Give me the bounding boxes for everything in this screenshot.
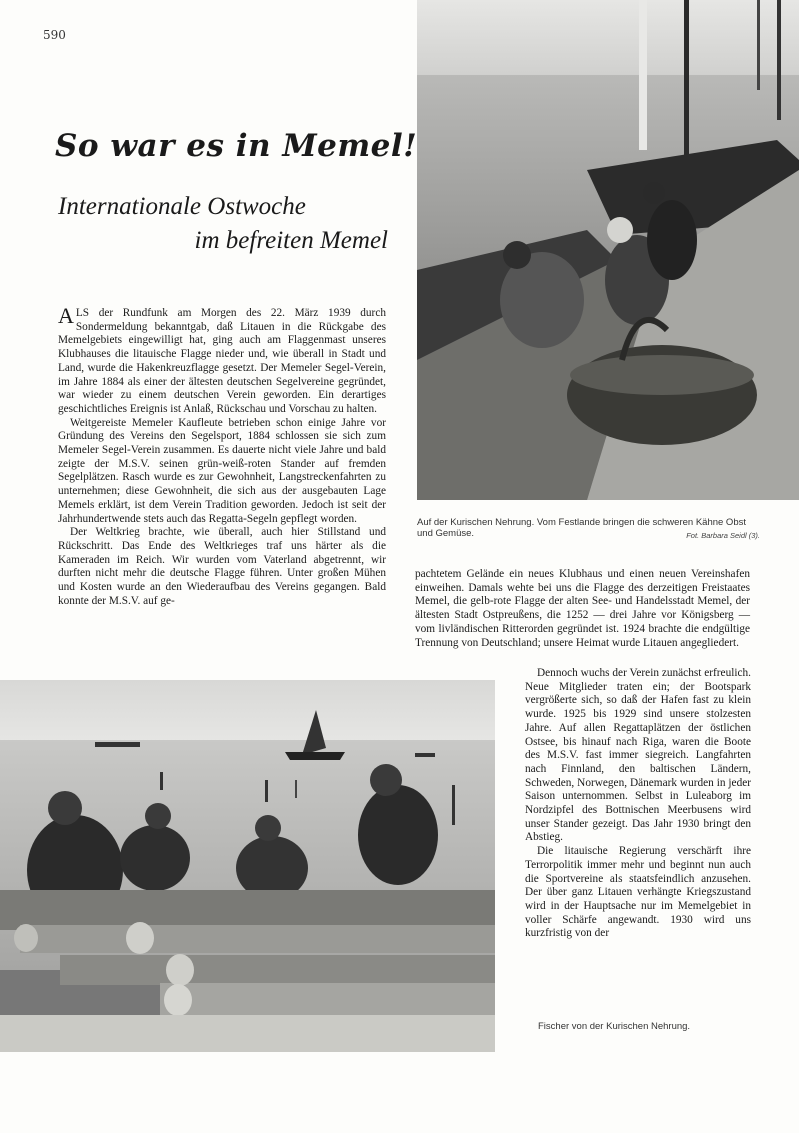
- photo1-caption: Auf der Kurischen Nehrung. Vom Festlande bringen die schweren Kähne Obst und Gemüse.: [417, 517, 746, 539]
- article-column-2: [415, 568, 750, 650]
- paragraph: Weitgereiste Memeler Kaufleute betrieben schon einige Jahre vor Gründung des Vereins den Segelsport, 1884 schlossen sie sich zum Memeler Segel-Verein zusammen. Es dauerte nicht viele Jahre und bald zeigte der M.S.V. seinen grün-weiß-roten Stander auf fremden Segelplätzen. Rasch wurde es zur Gewohnheit, Langstreckenfahrten zu unternehmen; diese Gewohnheit, die sich aus der ausgebauten Lage Memels erklärt, ist dem Verein Tradition geworden. Jedoch ist seit der Jahrhundertwende stets auch das Regatta-Segeln gepflegt worden.: [58, 416, 386, 525]
- photo2-caption: Fischer von der Kurischen Nehrung.: [538, 1021, 691, 1032]
- article-column-1: [58, 303, 386, 608]
- subtitle-line-1: Internationale Ostwoche: [58, 193, 306, 220]
- article-title: So war es in Memel!: [55, 128, 418, 164]
- article-column-3: [525, 667, 751, 941]
- subtitle-line-2: im befreiten Memel: [194, 227, 388, 254]
- photo-boats-graphic: [417, 0, 799, 500]
- photo1-credit: Fot. Barbara Seidl (3).: [686, 531, 760, 540]
- article-subtitle: [58, 190, 388, 258]
- photo-fishermen-boats: [417, 0, 799, 500]
- paragraph-text: LS der Rundfunk am Morgen des 22. März 1939 durch Sondermeldung bekanntgab, daß Litauen in die Rückgabe des Memelgebiets eingewilligt hat, ging auch am Flaggenmast unseres Klubhauses die litauische Flagge nieder und, wie überall in Stadt und Land, wurde die Hakenkreuzflagge gesetzt. Der Memeler Segel-Verein, im Jahre 1884 als einer der ältesten deutschen Segelvereine gegründet, war wieder zu einem deutschen Verein geworden. Ein derartiges geschichtliches Ereignis ist Anlaß, Rückschau und Vorschau zu halten.: [58, 307, 386, 415]
- photo-logs-graphic: [0, 680, 495, 1052]
- paragraph: [58, 303, 386, 417]
- page-number: 590: [43, 28, 66, 42]
- paragraph: pachtetem Gelände ein neues Klubhaus und einen neuen Vereinshafen einweihen. Damals wehte bei uns die Flagge des derzeitigen Freistaates Memel, die gelb-rote Flagge der alten See- und Handelsstadt Memel, der ältesten Stadt Ostpreußens, die 1252 — drei Jahre vor Königsberg — vom livländischen Ritterorden gegründet ist. 1924 brachte die endgültige Trennung von Deutschland; unsere Heimat wurde Litauen angegliedert.: [415, 568, 750, 649]
- photo-fishermen-logs: [0, 680, 495, 1052]
- paragraph: Die litauische Regierung verschärft ihre Terrorpolitik immer mehr und beginnt nun auch die Sportvereine als staatsfeindlich anzusehen. Der über ganz Litauen verhängte Kriegszustand wird in der Hauptsache nur im Memelgebiet in voller Schärfe angewandt. 1930 wird uns kurzfristig von der: [525, 845, 751, 940]
- drop-cap: A: [58, 303, 74, 328]
- paragraph: Dennoch wuchs der Verein zunächst erfreulich. Neue Mitglieder traten ein; der Bootspark vergrößerte sich, so daß der Hafen fast zu klein wurde. 1925 bis 1929 sind unsere stolzesten Jahre. Auf allen Regattaplätzen der östlichen Ostsee, bis hinauf nach Riga, waren die Boote des M.S.V. fast immer siegreich. Langfahrten nach Finnland, den baltischen Ländern, Schweden, Norwegen, Dänemark wurden in jeder Saison unternommen. Selbst in Luleaborg im Nordzipfel des Bottnischen Meerbusens wird unser Stander gezeigt. Das Jahr 1930 bringt den Abstieg.: [525, 667, 751, 844]
- paragraph: Der Weltkrieg brachte, wie überall, auch hier Stillstand und Rückschritt. Das Ende des Weltkrieges traf uns härter als die Kameraden im Reich. Wir wurden vom Vaterland abgetrennt, wir durften nicht mehr die deutsche Flagge führen. Unter großen Mühen und Kosten wurde an den Wiederaufbau des Vereins gegangen. Bald konnte der M.S.V. auf ge-: [58, 526, 386, 607]
